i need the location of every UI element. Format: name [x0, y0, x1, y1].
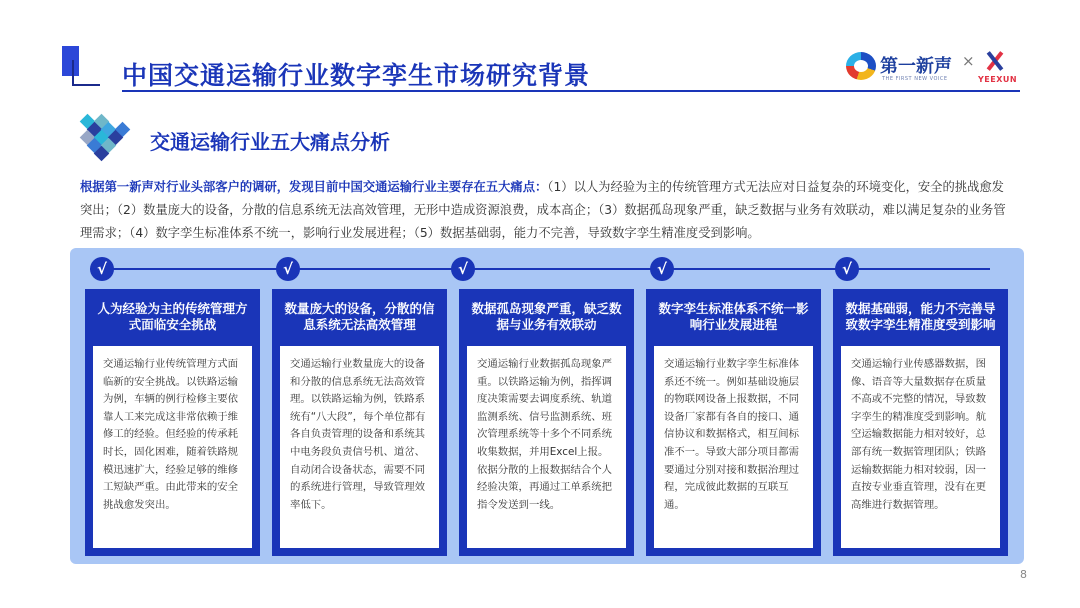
- check-icon: √: [90, 257, 114, 281]
- card-body: 交通运输行业传统管理方式面临新的安全挑战。以铁路运输为例，车辆的例行检修主要依靠人工来完成这非常依赖于维修工的经验。但经验的传承耗时长，固化困难，随着铁路规模迅速扩大，经验足够的维修工短缺严重。由此带来的安全挑战愈发突出。: [93, 346, 252, 548]
- check-icon: √: [451, 257, 475, 281]
- section-heading: 交通运输行业五大痛点分析: [150, 130, 390, 154]
- card-body: 交通运输行业传感器数据，图像、语音等大量数据存在质量不高或不完整的情况，导致数字孪生的精准度受到影响。航空运输数据能力相对较好，总部有统一数据管理团队；铁路运输数据能力相对较弱，因一直按专业垂直管理，没有在更高维进行数据管理。: [841, 346, 1000, 548]
- yeexun-mark-icon: [984, 50, 1004, 72]
- intro-lead: 根据第一新声对行业头部客户的调研，发现目前中国交通运输行业主要存在五大痛点：: [80, 180, 548, 194]
- card-title: 数据孤岛现象严重，缺乏数据与业务有效联动: [471, 301, 622, 332]
- partner-logo-text: YEEXUN: [978, 75, 1018, 84]
- pain-point-card: [646, 289, 821, 556]
- pain-point-card: [272, 289, 447, 556]
- card-title: 数字孪生标准体系不统一影响行业发展进程: [658, 301, 809, 332]
- pain-point-card: [85, 289, 260, 556]
- intro-paragraph: [80, 176, 1016, 245]
- card-body: 交通运输行业数量庞大的设备和分散的信息系统无法高效管理。以铁路运输为例，铁路系统有“八大段”，每个单位都有各自负责管理的设备和系统其中电务段负责信号机、道岔、自动闭合设备状态，需要不同的系统进行管理，导致管理效率低下。: [280, 346, 439, 548]
- card-title: 人为经验为主的传统管理方式面临安全挑战: [97, 301, 248, 332]
- title-divider: [122, 90, 1020, 92]
- intro-body: （1）以人为经验为主的传统管理方式无法应对日益复杂的环境变化，安全的挑战愈发突出；（2）数量庞大的设备，分散的信息系统无法高效管理，无形中造成资源浪费，成本高企；（3）数据孤岛现象严重，缺乏数据与业务有效联动，难以满足复杂的业务管理需求；（4）数字孪生标准体系不统一，影响行业发展进程；（5）数据基础弱，能力不完善，导致数字孪生精准度受到影响。: [80, 180, 1006, 240]
- pain-point-card: [459, 289, 634, 556]
- check-icon: √: [276, 257, 300, 281]
- card-body: 交通运输行业数据孤岛现象严重。以铁路运输为例，指挥调度决策需要去调度系统、轨道监测系统、信号监测系统、班次管理系统等十多个不同系统收集数据，并用Excel上报。依据分散的上报数据结合个人经验决策，再通过工单系统把指令发送到一线。: [467, 346, 626, 548]
- pain-point-card: [833, 289, 1008, 556]
- card-title: 数据基础弱，能力不完善导致数字孪生精准度受到影响: [845, 301, 996, 332]
- logo-separator: ×: [962, 52, 975, 70]
- logo-subtitle: THE FIRST NEW VOICE: [882, 76, 948, 82]
- page-title: 中国交通运输行业数字孪生市场研究背景: [122, 61, 591, 90]
- card-body: 交通运输行业数字孪生标准体系还不统一。例如基础设施层的物联网设备上报数据，不同设备厂家都有各自的接口、通信协议和数据格式，相互间标准不一。导致大部分项目都需要通过分别对接和数据治理过程，完成彼此数据的互联互通。: [654, 346, 813, 548]
- logo-text: 第一新声: [880, 56, 952, 77]
- brand-logo: [846, 50, 1022, 90]
- corner-frame: [72, 60, 100, 86]
- diamond-cluster-icon: [78, 112, 134, 162]
- corner-decoration: [62, 46, 106, 90]
- card-title: 数量庞大的设备，分散的信息系统无法高效管理: [284, 301, 435, 332]
- check-icon: √: [650, 257, 674, 281]
- page-number: 8: [1020, 568, 1027, 581]
- check-icon: √: [835, 257, 859, 281]
- globe-logo-icon: [846, 52, 876, 80]
